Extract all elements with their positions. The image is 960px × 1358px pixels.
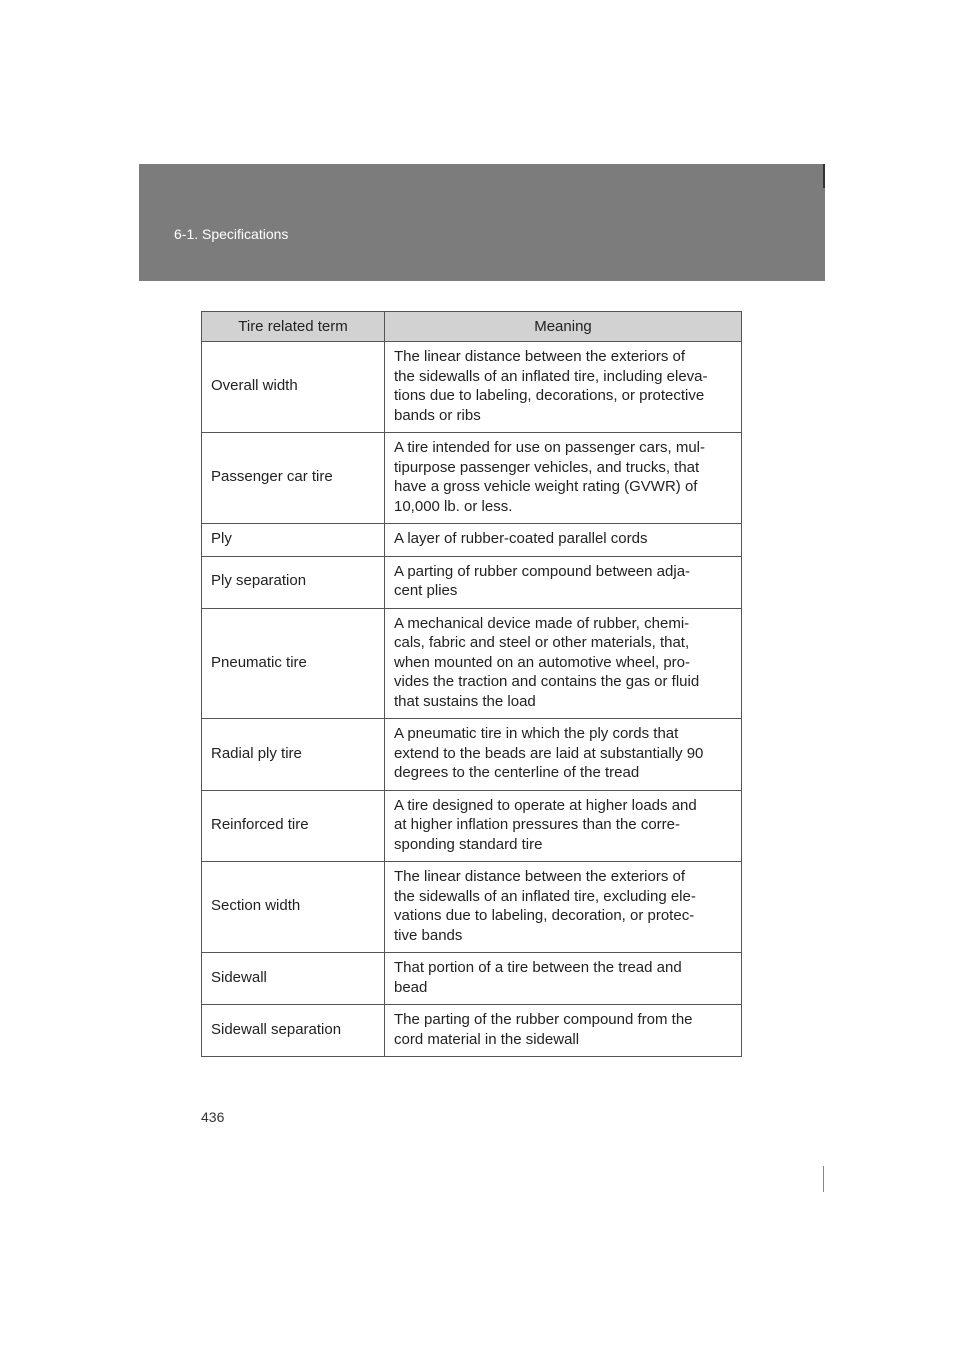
table-header-row: [202, 312, 742, 342]
table-row: [202, 862, 742, 953]
term-cell: Ply separation: [202, 556, 385, 608]
meaning-cell: [385, 1005, 742, 1057]
meaning-line: cord material in the sidewall: [394, 1030, 580, 1048]
meaning-cell: [385, 608, 742, 719]
meaning-line: cent plies: [394, 582, 458, 599]
page-number: 436: [201, 1109, 225, 1125]
meaning-line: have a gross vehicle weight rating (GVWR) of: [394, 478, 698, 495]
meaning-cell: [385, 953, 742, 1005]
table-row: [202, 1005, 742, 1057]
meaning-line: vations due to labeling, decoration, or protec-: [394, 907, 695, 924]
meaning-cell: [385, 862, 742, 953]
meaning-line: sponding standard tire: [394, 835, 543, 853]
meaning-line: at higher inflation pressures than the corre-: [394, 816, 680, 833]
term-cell: Overall width: [202, 342, 385, 433]
term-cell: Section width: [202, 862, 385, 953]
table-row: [202, 556, 742, 608]
meaning-cell: [385, 790, 742, 862]
meaning-line: extend to the beads are laid at substantially 90: [394, 744, 704, 762]
meaning-cell: [385, 556, 742, 608]
crop-mark-top: [823, 164, 825, 188]
meaning-line: The linear distance between the exteriors of: [394, 348, 685, 365]
meaning-line: bands or ribs: [394, 406, 481, 424]
meaning-line: That portion of a tire between the tread and: [394, 959, 682, 976]
section-title: 6-1. Specifications: [174, 226, 289, 242]
meaning-line: cals, fabric and steel or other materials, that,: [394, 634, 690, 651]
meaning-line: the sidewalls of an inflated tire, including eleva-: [394, 367, 708, 385]
meaning-cell: [385, 342, 742, 433]
crop-mark-bottom: [823, 1166, 824, 1192]
meaning-line: 10,000 lb. or less.: [394, 497, 513, 515]
meaning-line: A parting of rubber compound between adja-: [394, 562, 691, 580]
meaning-cell: [385, 719, 742, 791]
table-row: [202, 719, 742, 791]
section-header-band: [139, 164, 825, 281]
meaning-line: A tire intended for use on passenger cars, mul-: [394, 439, 706, 456]
meaning-line: vides the traction and contains the gas or fluid: [394, 673, 700, 690]
column-header-meaning: Meaning: [385, 312, 742, 342]
meaning-line: A tire designed to operate at higher loads and: [394, 796, 697, 814]
meaning-line: the sidewalls of an inflated tire, excluding ele-: [394, 887, 696, 905]
tire-terms-table: [201, 311, 742, 1057]
meaning-line: tive bands: [394, 926, 463, 944]
table-row: [202, 790, 742, 862]
table-row: [202, 524, 742, 557]
term-cell: Ply: [202, 524, 385, 557]
meaning-line: bead: [394, 978, 428, 996]
meaning-cell: [385, 433, 742, 524]
meaning-line: A layer of rubber-coated parallel cords: [394, 530, 648, 547]
table-body: [202, 342, 742, 1057]
table-row: [202, 433, 742, 524]
meaning-line: The linear distance between the exteriors of: [394, 868, 685, 885]
meaning-line: tions due to labeling, decorations, or protective: [394, 387, 705, 404]
term-cell: Sidewall separation: [202, 1005, 385, 1057]
column-header-term: Tire related term: [202, 312, 385, 342]
term-cell: Passenger car tire: [202, 433, 385, 524]
meaning-line: degrees to the centerline of the tread: [394, 764, 640, 781]
meaning-line: A mechanical device made of rubber, chemi-: [394, 614, 690, 632]
meaning-cell: [385, 524, 742, 557]
term-cell: Reinforced tire: [202, 790, 385, 862]
meaning-line: A pneumatic tire in which the ply cords that: [394, 725, 679, 742]
meaning-line: tipurpose passenger vehicles, and trucks, that: [394, 458, 700, 476]
table-row: [202, 953, 742, 1005]
term-cell: Pneumatic tire: [202, 608, 385, 719]
meaning-line: The parting of the rubber compound from the: [394, 1011, 693, 1028]
term-cell: Sidewall: [202, 953, 385, 1005]
table-row: [202, 342, 742, 433]
term-cell: Radial ply tire: [202, 719, 385, 791]
table-row: [202, 608, 742, 719]
meaning-line: when mounted on an automotive wheel, pro-: [394, 653, 691, 671]
meaning-line: that sustains the load: [394, 692, 536, 710]
